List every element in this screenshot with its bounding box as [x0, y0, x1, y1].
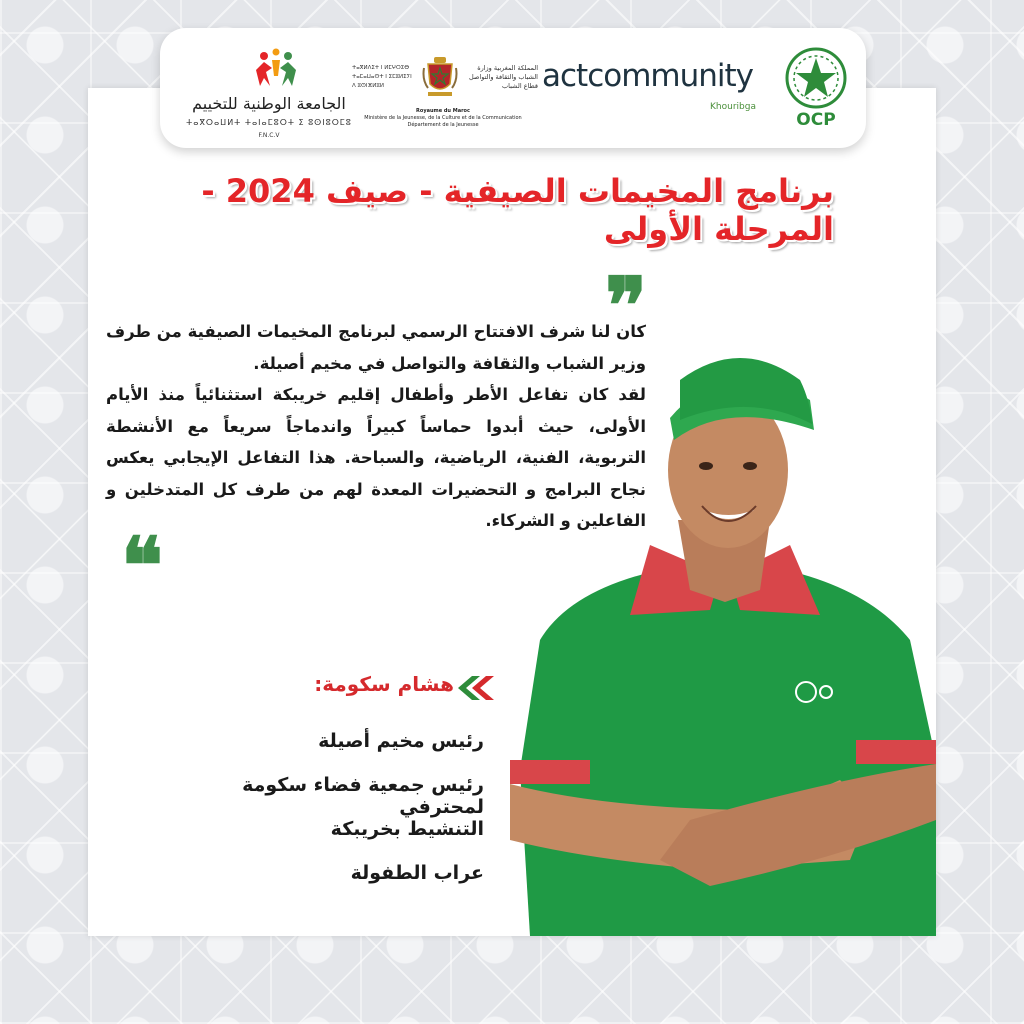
person-name: هشام سكومة:: [314, 672, 454, 696]
ocp-logo: [778, 46, 854, 146]
quote-close-icon: ❝: [121, 521, 163, 612]
partner-logos-bar: [160, 28, 866, 148]
royal-emblem-icon: [422, 56, 458, 98]
fncv-name-arabic: الجامعة الوطنية للتخييم: [192, 94, 346, 113]
person-role-1: رئيس مخيم أصيلة: [318, 730, 484, 752]
person-illustration: [510, 340, 936, 936]
fncv-figures-icon: [252, 46, 300, 94]
person-role-2: رئيس جمعية فضاء سكومة لمحترفي: [242, 774, 484, 818]
person-role-4: عراب الطفولة: [350, 862, 484, 884]
quote-paragraph-2: لقد كان تفاعل الأطر وأطفال إقليم خريبكة استثنائياً منذ الأيام الأولى، حيث أبدوا حماساً كبيراً واندماجاً سريعاً مع الأنشطة التربوية، الفنية، الرياضية، والسباحة. هذا التفاعل الإيجابي يعكس نجاح البرامج و التحضيرات المعدة لهم من طرف كل المتدخلين و الفاعلين و الشركاء.: [106, 385, 646, 530]
ocp-star-icon: [784, 46, 848, 110]
ocp-name: OCP: [796, 110, 836, 130]
person-photo: [510, 340, 936, 936]
fncv-abbreviation: F.N.C.V: [258, 132, 280, 139]
ministry-arabic: المملكة المغربية وزارة الشباب والثقافة والتواصل قطاع الشباب: [468, 64, 538, 90]
fncv-logo: [174, 44, 364, 144]
ministry-french-line2: Ministère de la Jeunesse, de la Culture et de la Communication: [364, 115, 522, 121]
page-title: برنامج المخيمات الصيفية - صيف 2024 - المرحلة الأولى: [201, 172, 834, 248]
chevron-left-icon: [452, 674, 500, 702]
actcommunity-name: actcommunity: [542, 58, 754, 94]
person-role-3: التنشيط بخريبكة: [330, 818, 484, 840]
ministry-french-line1: Royaume du Maroc: [416, 108, 470, 114]
actcommunity-city: Khouribga: [710, 102, 756, 112]
person-name-row: [250, 672, 500, 704]
fncv-name-tifinagh: ⵜⴰⴳⵔⴰⵡⵍⵜ ⵜⴰⵏⴰⵎⵓⵔⵜ ⵉ ⵓⵙⵏⵓⵔⵎⵓ: [186, 118, 352, 127]
quote-paragraph-1: كان لنا شرف الافتتاح الرسمي لبرنامج المخيمات الصيفية من طرف وزير الشباب والثقافة والتواصل في مخيم أصيلة.: [106, 322, 646, 373]
quote-open-icon: ❞: [605, 261, 647, 352]
ministry-french: [348, 108, 538, 129]
ministry-logo: [348, 42, 538, 142]
ministry-french-line3: Département de la Jeunesse: [407, 122, 479, 128]
actcommunity-logo: [542, 58, 772, 118]
ministry-tifinagh: ⵜⴰⴳⵍⴷⵉⵜ ⵏ ⵍⵎⵖⵔⵉⴱ ⵜⴰⵎⴰⵡⴰⵙⵜ ⵏ ⵉⵎⵓⵍⵉⵢⵏ ⴷ ⵓⵙⵏⴼⵍⵓⵍ: [352, 65, 412, 89]
